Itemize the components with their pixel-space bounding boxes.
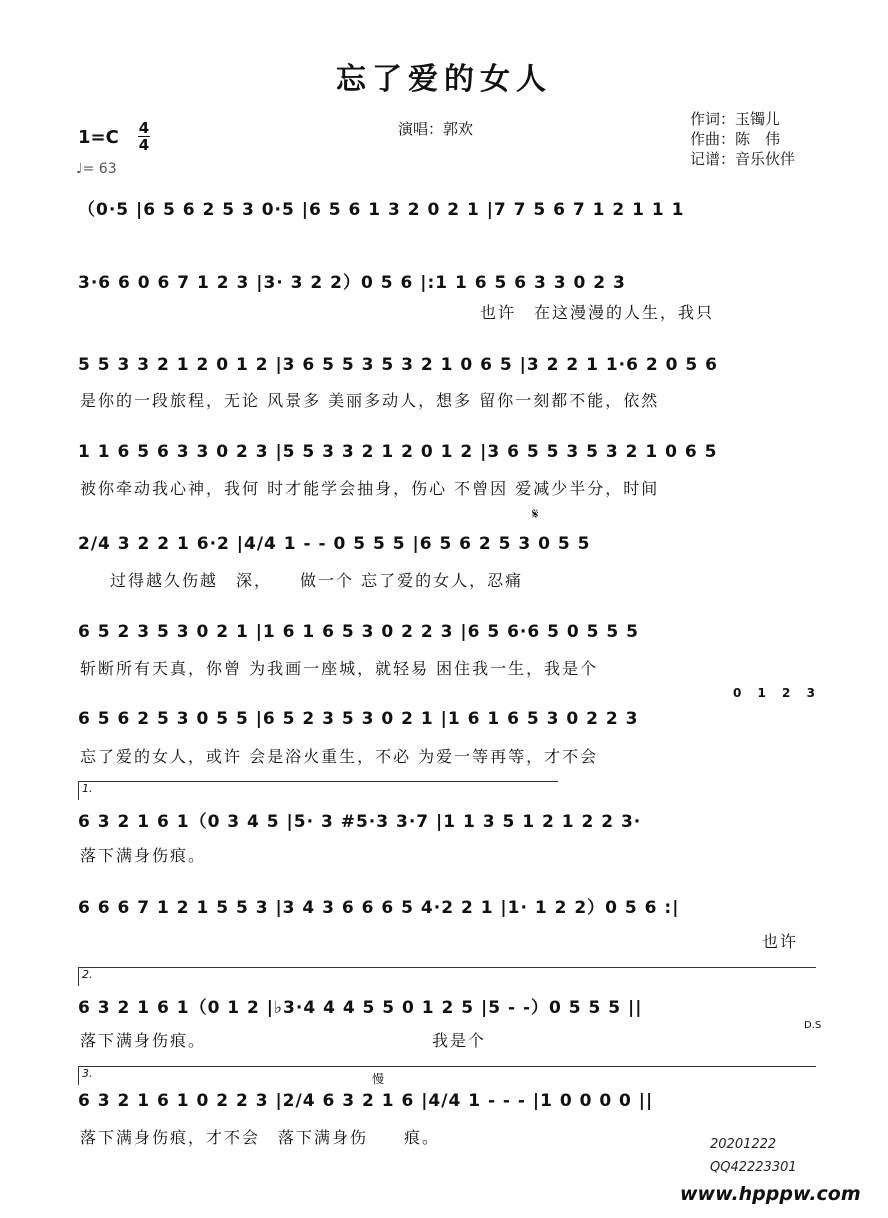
music-line: 6 3 2 1 6 1 0 2 2 3 |2/4 6 3 2 1 6 |4/4 1 - - - |1 0 0 0 0 || (78, 1091, 654, 1111)
music-line: 5 5 3 3 2 1 2 0 1 2 |3 6 5 5 3 5 3 2 1 0 6 5 |3 2 2 1 1·6 2 0 5 6 (78, 355, 718, 375)
lyric-line: 斩断所有天真，你曾 为我画一座城，就轻易 困住我一生，我是个 (80, 659, 599, 678)
music-line: 6 6 6 7 1 2 1 5 5 3 |3 4 3 6 6 6 5 4·2 2 1 |1· 1 2 2）0 5 6 :| (78, 898, 680, 918)
ending-2-bracket: 2. (78, 967, 816, 986)
lyric-line: 忘了爱的女人，或许 会是浴火重生，不必 为爱一等再等，才不会 (80, 747, 599, 766)
lyricist: 作词：玉镯儿 (690, 110, 781, 128)
date-note: 20201222 (710, 1137, 777, 1152)
music-line: 1 1 6 5 6 3 3 0 2 3 |5 5 3 3 2 1 2 0 1 2 |3 6 5 5 3 5 3 2 1 0 6 5 (78, 442, 718, 462)
ds-mark: D.S (804, 1020, 822, 1031)
transcriber: 记谱：音乐伙伴 (690, 150, 796, 168)
music-line: 3·6 6 0 6 7 1 2 3 |3· 3 2 2）0 5 6 |:1 1 6 5 6 3 3 0 2 3 (78, 273, 626, 293)
qq-note: QQ42223301 (710, 1160, 797, 1175)
lyric-line: 也许 (762, 932, 799, 951)
music-line: （0·5 |6 5 6 2 5 3 0·5 |6 5 6 1 3 2 0 2 1 |7 7 5 6 7 1 2 1 1 1 (78, 200, 685, 220)
tempo (76, 161, 117, 177)
music-line: 6 5 6 2 5 3 0 5 5 |6 5 2 3 5 3 0 2 1 |1 6 1 6 5 3 0 2 2 3 (78, 709, 639, 729)
song-title: 忘了爱的女人 (336, 62, 552, 97)
key-signature: 1=C (78, 127, 119, 148)
lyric-line: 落下满身伤痕，才不会 落下满身伤 痕。 (80, 1128, 441, 1147)
lyric-line: 也许 在这漫漫的人生，我只 (480, 303, 715, 322)
alternate-notes: 0 1 2 3 (733, 686, 821, 700)
composer: 作曲：陈 伟 (690, 130, 781, 148)
tempo-value: = 63 (82, 161, 117, 177)
time-sig-bottom: 4 (138, 136, 150, 154)
quarter-note-icon: ♩ (76, 161, 83, 177)
music-line: 6 3 2 1 6 1（0 3 4 5 |5· 3 #5·3 3·7 |1 1 3 5 1 2 1 2 2 3· (78, 812, 642, 832)
lyric-line: 是你的一段旅程，无论 风景多 美丽多动人，想多 留你一刻都不能，依然 (80, 391, 660, 410)
lyric-line: 落下满身伤痕。 我是个 (80, 1031, 487, 1050)
lyric-line: 过得越久伤越 深， 做一个 忘了爱的女人，忍痛 (110, 571, 524, 590)
music-line: 2/4 3 2 2 1 6·2 |4/4 1 - - 0 5 5 5 |6 5 6 2 5 3 0 5 5 (78, 534, 591, 554)
segno-icon: 𝄋 (532, 505, 539, 523)
music-line: 6 5 2 3 5 3 0 2 1 |1 6 1 6 5 3 0 2 2 3 |6 5 6·6 5 0 5 5 5 (78, 622, 639, 642)
lyric-line: 被你牵动我心神，我何 时才能学会抽身，伤心 不曾因 爱减少半分，时间 (80, 479, 660, 498)
singer: 演唱：郭欢 (398, 120, 474, 138)
lyric-line: 落下满身伤痕。 (80, 846, 207, 865)
music-line: 6 3 2 1 6 1（0 1 2 |♭3·4 4 4 5 5 0 1 2 5 |5 - -）0 5 5 5 || (78, 998, 643, 1018)
ending-1-bracket: 1. (78, 781, 558, 800)
website-watermark: www.hpppw.com (680, 1183, 861, 1205)
time-sig-top: 4 (138, 119, 150, 137)
ending-3-bracket: 3. (78, 1066, 816, 1085)
time-signature (138, 120, 150, 153)
slow-mark: 慢 (372, 1072, 385, 1086)
